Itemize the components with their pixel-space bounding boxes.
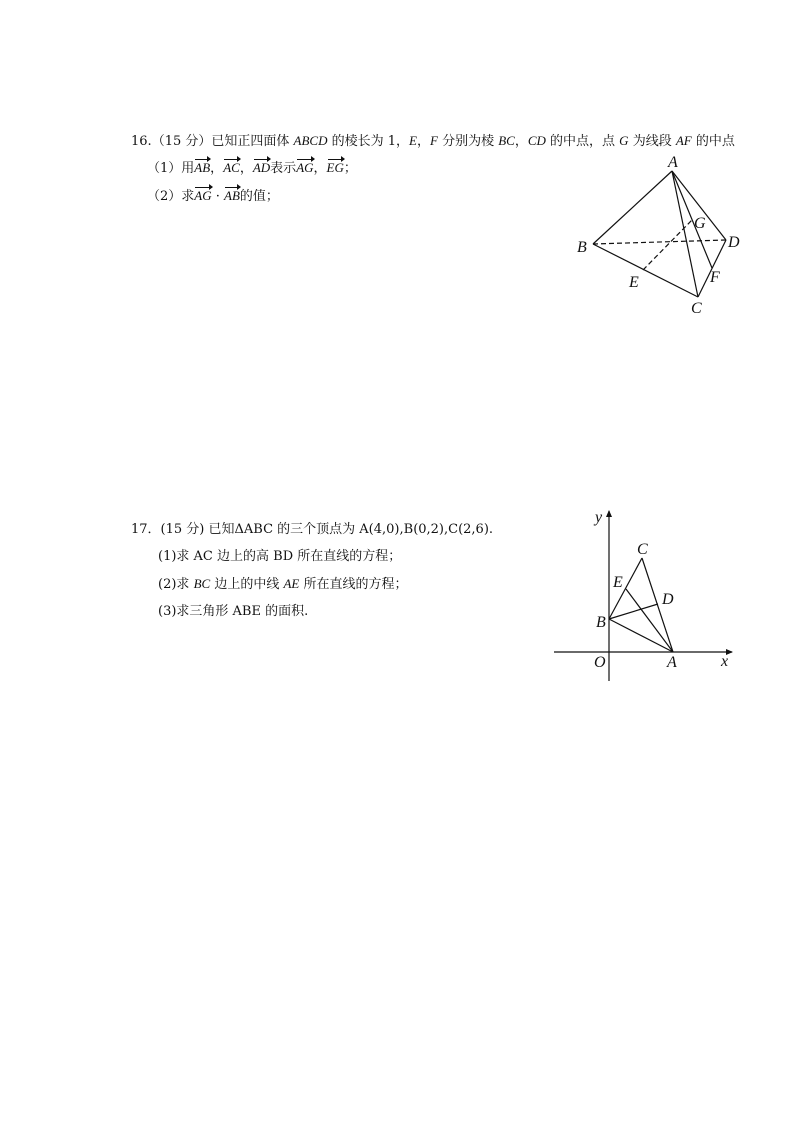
q17-stem-text: 已知ΔABC 的三个顶点为 A(4,0),B(0,2),C(2,6). <box>208 522 494 537</box>
q16-part1-text: 表示 <box>270 161 297 176</box>
q16-part1-end: ； <box>343 161 357 176</box>
vector-ac: AC <box>223 160 240 175</box>
q17-part3: (3)求三角形 ABE 的面积. <box>158 604 309 619</box>
q17-part2-bc: BC <box>193 576 211 591</box>
q16-stem-text: ， <box>514 134 528 149</box>
comma: ， <box>210 161 224 176</box>
q16-stem-text: 为线段 <box>628 134 676 149</box>
q16-stem-bc: BC <box>498 133 515 148</box>
q16-stem-text: 的棱长为 1， <box>327 134 410 149</box>
comma: ， <box>313 161 327 176</box>
label-c: C <box>637 541 648 558</box>
q17-part2-text: 边上的中线 <box>210 577 284 592</box>
q16-score: （15 分） <box>151 134 212 149</box>
q16-stem-f: F <box>429 133 438 148</box>
label-e: E <box>629 274 639 291</box>
label-b: B <box>596 614 606 631</box>
label-f: F <box>710 269 720 286</box>
q16-stem-text: 已知正四面体 <box>211 134 294 149</box>
label-a: A <box>667 654 677 671</box>
q16-number: 16. <box>131 134 152 149</box>
label-d: D <box>662 591 674 608</box>
q16-stem-af: AF <box>675 133 692 148</box>
q16-stem-e: E <box>409 133 417 148</box>
dot-operator: · <box>211 189 225 204</box>
vector-ab: AB <box>224 188 240 203</box>
vector-ad: AD <box>252 160 271 175</box>
q17-score: (15 分) <box>160 522 205 537</box>
vector-eg: EG <box>326 160 344 175</box>
q16-stem-cd: CD <box>527 133 546 148</box>
q17-part1: (1)求 AC 边上的高 BD 所在直线的方程； <box>158 549 402 564</box>
q16-stem-text: 的中点，点 <box>545 134 620 149</box>
label-g: G <box>694 215 706 232</box>
q17-part2-text: 所在直线的方程； <box>299 577 408 592</box>
label-o: O <box>594 654 606 671</box>
q16-part1-label: （1）用 <box>147 161 195 176</box>
label-y: y <box>595 509 603 526</box>
label-d: D <box>728 234 740 251</box>
q16-stem-text: ， <box>416 134 430 149</box>
label-b: B <box>577 239 587 256</box>
label-a: A <box>668 154 678 171</box>
q16-stem-text: 的中点 <box>691 134 735 149</box>
label-x: x <box>721 653 729 670</box>
vector-ab: AB <box>194 160 211 175</box>
q17-part2-label: (2)求 <box>158 577 194 592</box>
vector-ag: AG <box>194 188 212 203</box>
q17-number: 17． <box>131 522 161 537</box>
q16-stem-text: 分别为棱 <box>437 134 499 149</box>
vector-ag: AG <box>296 160 314 175</box>
q16-stem-abcd: ABCD <box>293 133 328 148</box>
label-e: E <box>613 574 623 591</box>
q16-stem-g: G <box>619 133 629 148</box>
label-c: C <box>691 300 702 317</box>
comma: ， <box>239 161 253 176</box>
q16-part2-label: （2）求 <box>147 189 195 204</box>
q16-part2-end: 的值； <box>239 189 279 204</box>
q17-part2-ae: AE <box>283 576 300 591</box>
